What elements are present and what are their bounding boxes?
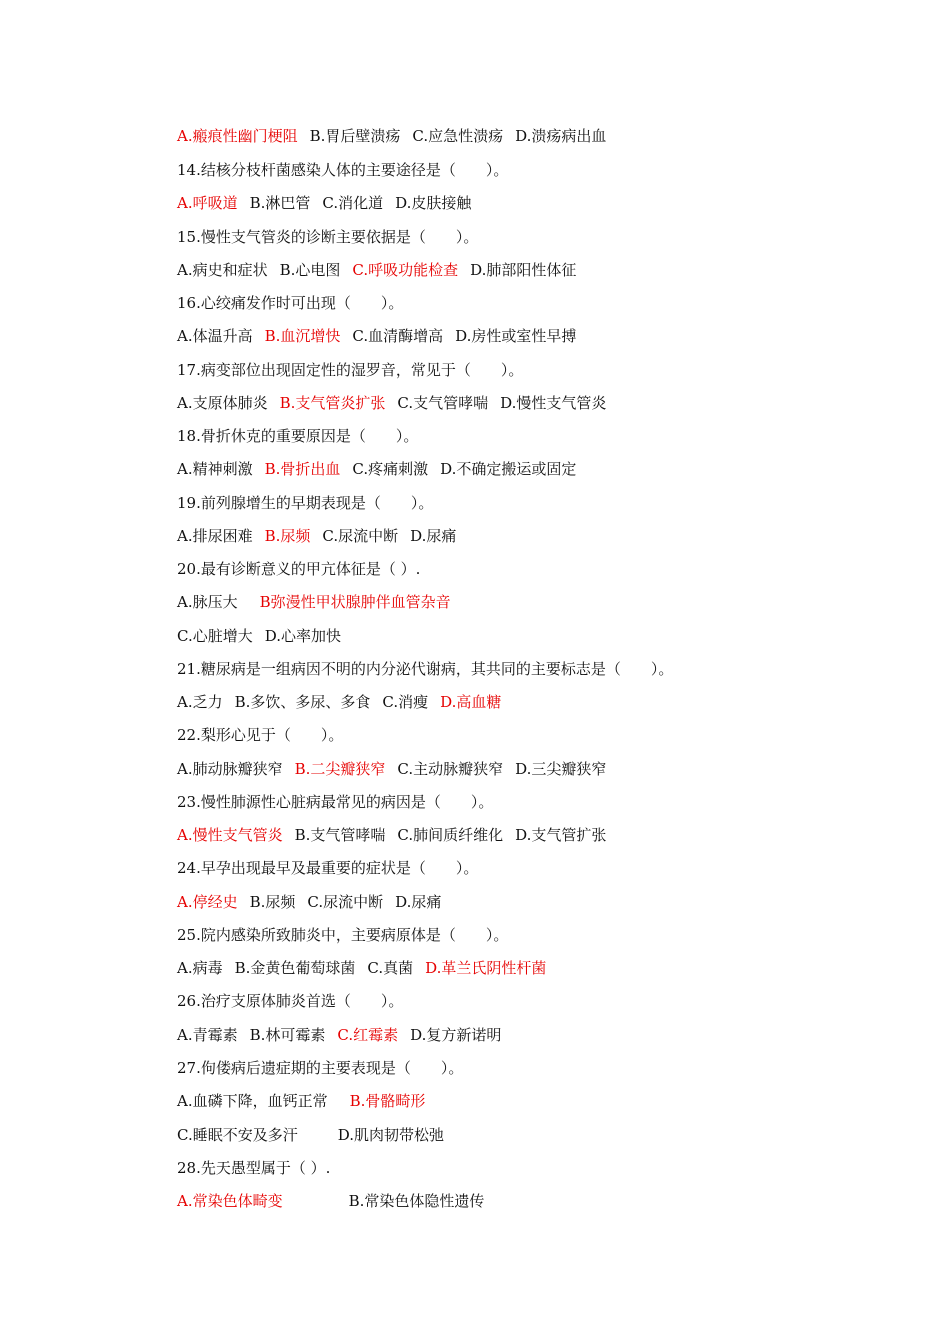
answer-option: A.肺动脉瓣狭窄 bbox=[177, 760, 283, 778]
question-text: 25.院内感染所致肺炎中，主要病原体是（ ）。 bbox=[177, 926, 509, 944]
answer-option: C.尿流中断 bbox=[322, 527, 399, 545]
answer-option-correct: D.革兰氏阴性杆菌 bbox=[425, 959, 547, 977]
question-text: 20.最有诊断意义的甲亢体征是（ ）. bbox=[177, 560, 421, 578]
answer-option-correct: B.尿频 bbox=[264, 527, 311, 545]
answer-option: B.淋巴管 bbox=[249, 194, 311, 212]
answer-option-correct: A.瘢痕性幽门梗阻 bbox=[177, 127, 298, 145]
answer-option: A.青霉素 bbox=[177, 1026, 238, 1044]
option-row bbox=[177, 193, 471, 213]
option-row bbox=[177, 526, 456, 546]
option-row bbox=[177, 958, 546, 978]
answer-option: D.三尖瓣狭窄 bbox=[515, 760, 607, 778]
answer-option: D.复方新诺明 bbox=[410, 1026, 502, 1044]
option-row bbox=[177, 326, 576, 346]
question-text: 28.先天愚型属于（ ）. bbox=[177, 1159, 331, 1177]
answer-option: C.疼痛刺激 bbox=[352, 460, 429, 478]
answer-option-correct: A.慢性支气管炎 bbox=[177, 826, 283, 844]
answer-option: D.溃疡病出血 bbox=[515, 127, 607, 145]
answer-option: B.胃后壁溃疡 bbox=[309, 127, 401, 145]
answer-option-correct: D.高血糖 bbox=[440, 693, 502, 711]
answer-option: C.支气管哮喘 bbox=[397, 394, 489, 412]
answer-option-correct: A.常染色体畸变 bbox=[177, 1192, 283, 1210]
answer-option: B.心电图 bbox=[279, 261, 341, 279]
question-text: 14.结核分枝杆菌感染人体的主要途径是（ ）。 bbox=[177, 161, 509, 179]
option-row bbox=[177, 1125, 444, 1145]
answer-option-correct: B弥漫性甲状腺肿伴血管杂音 bbox=[259, 593, 451, 611]
answer-option: C.应急性溃疡 bbox=[412, 127, 504, 145]
answer-option: C.消瘦 bbox=[382, 693, 429, 711]
answer-option: B.金黄色葡萄球菌 bbox=[234, 959, 356, 977]
answer-option-correct: C.红霉素 bbox=[337, 1026, 399, 1044]
option-row bbox=[177, 1025, 501, 1045]
answer-option: D.皮肤接触 bbox=[395, 194, 472, 212]
question-text: 17.病变部位出现固定性的湿罗音，常见于（ ）。 bbox=[177, 361, 524, 379]
answer-option: B.支气管哮喘 bbox=[294, 826, 386, 844]
answer-option: D.尿痛 bbox=[410, 527, 457, 545]
answer-option-correct: A.停经史 bbox=[177, 893, 238, 911]
question-text: 21.糖尿病是一组病因不明的内分泌代谢病，其共同的主要标志是（ ）。 bbox=[177, 660, 674, 678]
answer-option-correct: B.支气管炎扩张 bbox=[279, 394, 386, 412]
answer-option-correct: C.呼吸功能检查 bbox=[352, 261, 459, 279]
answer-option: C.真菌 bbox=[367, 959, 414, 977]
answer-option-correct: B.骨骼畸形 bbox=[349, 1092, 426, 1110]
question-text: 15.慢性支气管炎的诊断主要依据是（ ）。 bbox=[177, 228, 479, 246]
option-row bbox=[177, 592, 451, 612]
answer-option-correct: B.骨折出血 bbox=[264, 460, 341, 478]
answer-option: C.心脏增大 bbox=[177, 627, 253, 645]
answer-option: B.尿频 bbox=[249, 893, 296, 911]
option-row bbox=[177, 892, 441, 912]
answer-option: C.消化道 bbox=[322, 194, 384, 212]
answer-option: D.支气管扩张 bbox=[515, 826, 607, 844]
answer-option: D.尿痛 bbox=[395, 893, 442, 911]
question-text: 26.治疗支原体肺炎首选（ ）。 bbox=[177, 992, 404, 1010]
question-text: 16.心绞痛发作时可出现（ ）。 bbox=[177, 294, 404, 312]
answer-option: B.林可霉素 bbox=[249, 1026, 326, 1044]
answer-option: D.房性或室性早搏 bbox=[455, 327, 577, 345]
answer-option: A.支原体肺炎 bbox=[177, 394, 268, 412]
answer-option: A.精神刺激 bbox=[177, 460, 253, 478]
option-row bbox=[177, 626, 341, 646]
option-row bbox=[177, 759, 606, 779]
question-text: 18.骨折休克的重要原因是（ ）。 bbox=[177, 427, 419, 445]
answer-option: A.病史和症状 bbox=[177, 261, 268, 279]
question-text: 22.梨形心见于（ ）。 bbox=[177, 726, 344, 744]
answer-option-correct: B.二尖瓣狭窄 bbox=[294, 760, 386, 778]
answer-option: A.排尿困难 bbox=[177, 527, 253, 545]
question-text: 23.慢性肺源性心脏病最常见的病因是（ ）。 bbox=[177, 793, 494, 811]
answer-option: D.肺部阳性体征 bbox=[470, 261, 577, 279]
answer-option: B.常染色体隐性遗传 bbox=[348, 1192, 485, 1210]
option-row bbox=[177, 126, 606, 146]
option-row bbox=[177, 1191, 484, 1211]
answer-option: A.脉压大 bbox=[177, 593, 238, 611]
answer-option: B.多饮、多尿、多食 bbox=[234, 693, 371, 711]
answer-option: D.心率加快 bbox=[264, 627, 341, 645]
answer-option: A.病毒 bbox=[177, 959, 223, 977]
answer-option: C.尿流中断 bbox=[307, 893, 384, 911]
answer-option: D.慢性支气管炎 bbox=[500, 394, 607, 412]
answer-option: C.肺间质纤维化 bbox=[397, 826, 504, 844]
option-row bbox=[177, 825, 606, 845]
option-row bbox=[177, 459, 576, 479]
answer-option-correct: A.呼吸道 bbox=[177, 194, 238, 212]
answer-option-correct: B.血沉增快 bbox=[264, 327, 341, 345]
question-text: 27.佝偻病后遗症期的主要表现是（ ）。 bbox=[177, 1059, 464, 1077]
answer-option: C.睡眠不安及多汗 bbox=[177, 1126, 298, 1144]
answer-option: A.体温升高 bbox=[177, 327, 253, 345]
answer-option: C.主动脉瓣狭窄 bbox=[397, 760, 504, 778]
option-row bbox=[177, 260, 576, 280]
option-row bbox=[177, 692, 501, 712]
question-text: 24.早孕出现最早及最重要的症状是（ ）。 bbox=[177, 859, 479, 877]
answer-option: A.血磷下降，血钙正常 bbox=[177, 1092, 328, 1110]
option-row bbox=[177, 393, 606, 413]
answer-option: D.肌肉韧带松弛 bbox=[337, 1126, 444, 1144]
answer-option: D.不确定搬运或固定 bbox=[440, 460, 577, 478]
answer-option: C.血清酶增高 bbox=[352, 327, 444, 345]
question-text: 19.前列腺增生的早期表现是（ ）。 bbox=[177, 494, 434, 512]
option-row bbox=[177, 1091, 425, 1111]
answer-option: A.乏力 bbox=[177, 693, 223, 711]
